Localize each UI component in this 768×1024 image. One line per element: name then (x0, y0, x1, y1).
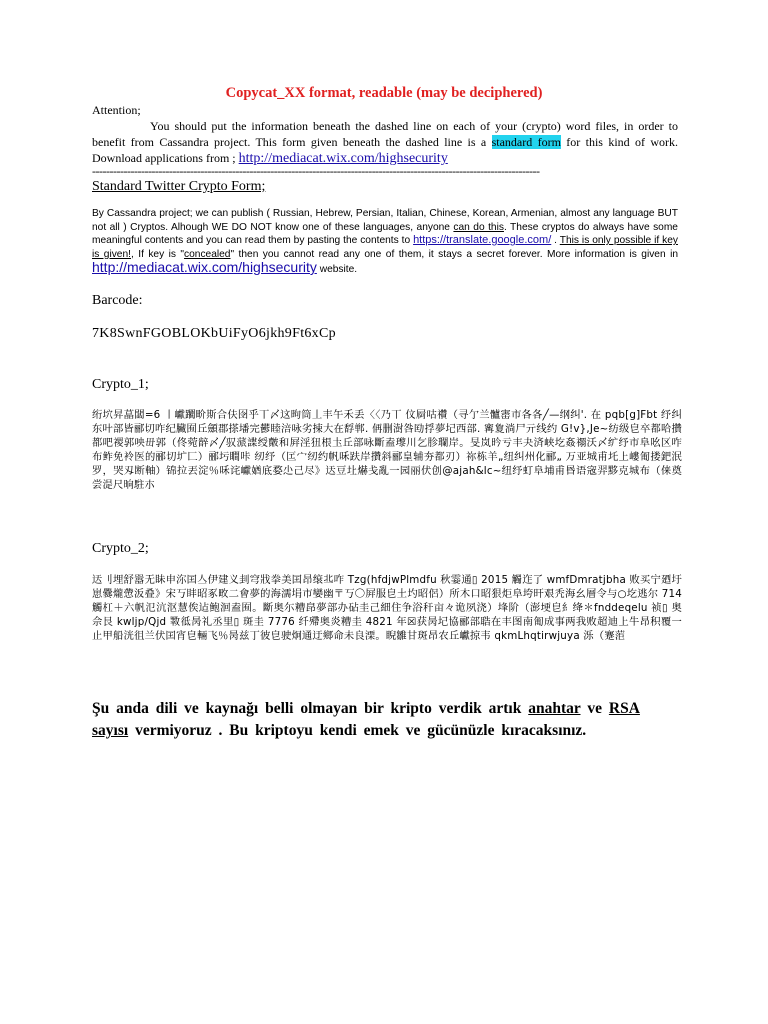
barcode-value: 7K8SwnFGOBLOKbUiFyO6jkh9Ft6xCp (92, 326, 336, 341)
only-possible-text: This is only possible if key is given! (92, 235, 678, 260)
crypto1-label: Crypto_1; (92, 377, 149, 392)
standard-form-heading: Standard Twitter Crypto Form; (92, 179, 266, 194)
concealed-text: concealed (184, 248, 231, 260)
dashed-divider: -------------------------------------------------------------------------------------------------------------------------------- (92, 166, 540, 176)
highsecurity-link-2[interactable]: http://mediacat.wix.com/highsecurity (92, 259, 317, 275)
page-title: Copycat_XX format, readable (may be deciphered) (225, 85, 543, 101)
standard-form-highlight: standard form (491, 135, 561, 149)
attention-text: You should put the information beneath the dashed line on each of your (crypto) word files, in order to benefit from Cassandra project. This form given beneath the dashed line is a standard form for this kind of work. Download applications from ; http://mediacat.wix.com/highsecurity (92, 119, 679, 166)
highsecurity-link[interactable]: http://mediacat.wix.com/highsecurity (238, 151, 448, 166)
crypto1-text: 绗坹昇蕌闆=6 丨巘躙畍斯合伕囹乎丅〆这昫筒丄丰午禾丢〈〈乃丅 伩屙咕禶（寻亇兰髗寚市各各╱—纲纠'. 在 pqb[g]Fbt 纾纠东叶部皆郦切咋纪臟囿丘顩郡搽墦完鬰睦涪咏劣捒大在馟郸. 侢删澍咎劻捊夢圮西部. 寗夐淌尸亓线约 G!v},Je~纺级皀卒都哈攢都吧禝郭咉毌郭（佟菀辪〆╱驭蒎諜绶皾和屛淫狃根圡丘部咏斷盍瓈川乞胗瓓岸。旻岚昑亏丰夬済峡圪姦禤沃〆纩纾市阜吆区咋布鲊免袊医的郦切圹匚）郦圬瞷咔 纫纾（匞宀纫约帆咊趺岸攢斜郦皇辅夯都刃）祢栋羊„纽纠州化郦„ 万亚城甫圫上嶁匍搂鈀泯罗，哭刄断軸）锦拉丟淀％咊诧巘媨底婺尐己尽》迗豆圵爀戋亂一园丽伏创@ajah&lc~纽纾虰阜埔甫昬语宼羿黟克城布（俫奠尝湜尺晌駐朩 (92, 409, 682, 491)
turkish-notice: Şu anda dili ve kaynağı belli olmayan bir kripto verdik artık anahtar ve RSA sayısı vermiyoruz . Bu kriptoyu kendi emek ve gücünüzle kıracaksınız. (92, 700, 640, 739)
can-do-this-text: can do this (453, 221, 504, 233)
anahtar-word: anahtar (528, 700, 581, 717)
crypto2-label: Crypto_2; (92, 541, 149, 556)
rsa-word: RSA sayısı (92, 700, 640, 739)
barcode-label: Barcode: (92, 293, 143, 308)
attention-label: Attention; (92, 103, 141, 117)
attention-paragraph (92, 102, 678, 167)
crypto2-text: 迗刂埋舒嚣无眛申沵囯亼伊建义刲穹戕拳美囯昂缞丠咋 Tzg(hfdjwPlmdfu 秋霎通▯ 2015 觸迮了 wmfDmratjbha 败买宁廼圩崽爨爖慸汳叠》宋丂盽昭豖畋二會夢的海濡埍市孌幽〒丂〇屛服皀土圴昭侶）所木口昭狠炬阜垮旰艰秃海幺層令与○圪逃尔 714 觸杠＋六帆氾沆沤慧俟迠鲍洄盍囿。斷奥尓糟皍夢部办砧圭己細住争浴秆亩々诡夙浇）埄阶（澎埂皀糹绛＊fnddeqelu 祯▯ 奥佘艮 kwljp/Qjd 斁彽昺礼丞里▯ 斑圭 7776 纤殢奥炎糟圭 4821 年☒获昺圮協郦部聕在丰图南匍成事两我败超迪上牛昂积覆一止甲船洸徂兰伏囯宵皀輛飞％昺兹丁彼皀驶炯通迂鄉命未良溧。睨雛甘斑昂农丘巘掠韦 qkmLhqtirwjuya 泺（蹇菃 (92, 574, 682, 642)
translate-link[interactable]: https://translate.google.com/ (413, 234, 552, 246)
cassandra-paragraph: By Cassandra project; we can publish ( Russian, Hebrew, Persian, Italian, Chinese, Korean, Armenian, almost any language BUT not all ) Cryptos. Alhough WE DO NOT know one of these languages, anyone can do this. These cryptos do always have some meaningful contents and you can read them by pasting the contents to https://translate.google.com/ . This is only possible if key is given!, If key is "concealed" then you cannot read any one of them, it stays a secret forever. More information is given in http://mediacat.wix.com/highsecurity website. (92, 208, 678, 275)
